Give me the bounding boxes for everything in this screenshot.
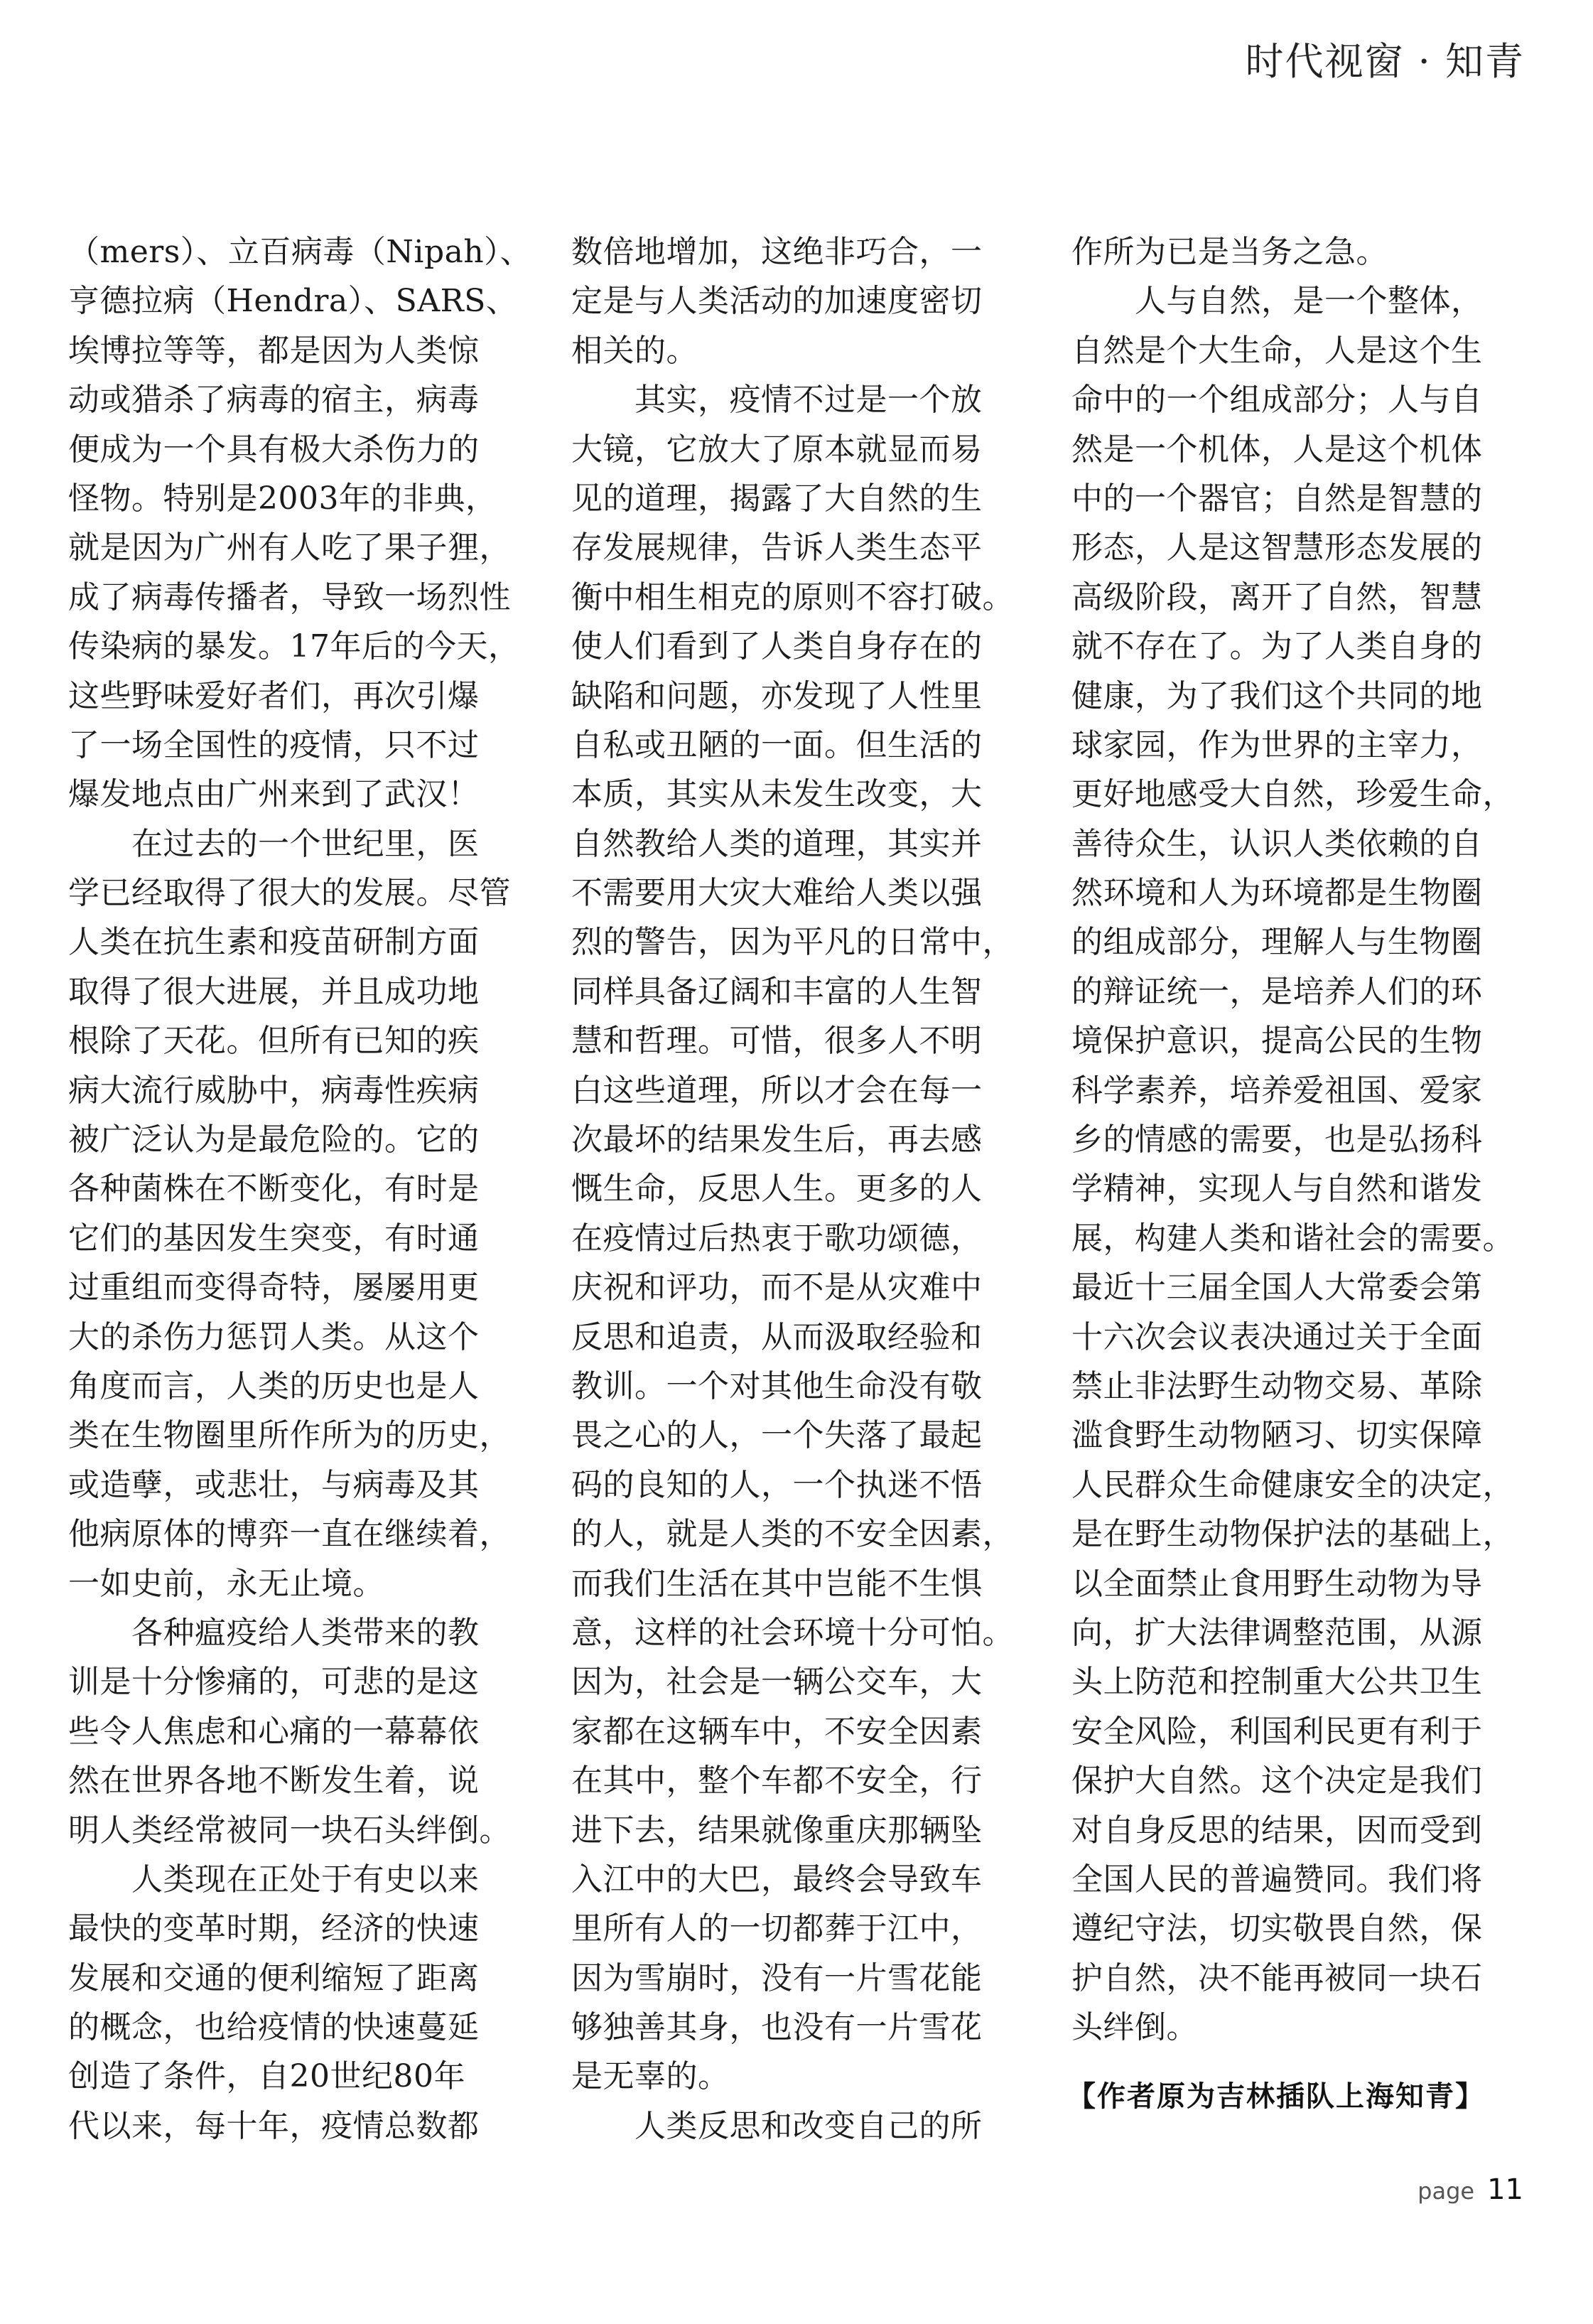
text-line: 高级阶段，离开了自然，智慧	[1071, 579, 1483, 615]
text-line: 自然教给人类的道理，其实并	[571, 825, 983, 862]
text-line: 本质，其实从未发生改变，大	[571, 776, 983, 813]
text-line: 在其中，整个车都不安全，行	[571, 1763, 983, 1800]
section-header: 时代视窗 · 知青	[1245, 39, 1525, 84]
text-line: 就不存在了。为了人类自身的	[1071, 628, 1483, 665]
text-line: 成了病毒传播者，导致一场烈性	[68, 579, 511, 615]
text-line: 里所有人的一切都葬于江中，	[571, 1910, 983, 1947]
text-line: 烈的警告，因为平凡的日常中，	[571, 924, 1014, 961]
text-line: 护自然，决不能再被同一块石	[1071, 1959, 1483, 1996]
text-line: 在过去的一个世纪里，医	[68, 825, 480, 862]
text-line: 慨生命，反思人生。更多的人	[571, 1171, 983, 1207]
text-line: 白这些道理，所以才会在每一	[571, 1072, 983, 1109]
text-line: 最近十三届全国人大常委会第	[1071, 1269, 1483, 1306]
text-line: 科学素养，培养爱祖国、爱家	[1071, 1072, 1483, 1109]
text-line: 取得了很大进展，并且成功地	[68, 973, 480, 1010]
text-line: 以全面禁止食用野生动物为导	[1071, 1565, 1483, 1602]
text-line: 病大流行威胁中，病毒性疾病	[68, 1072, 480, 1109]
text-line: 进下去，结果就像重庆那辆坠	[571, 1812, 983, 1849]
text-line: 大的杀伤力惩罚人类。从这个	[68, 1318, 480, 1355]
text-line: 然环境和人为环境都是生物圈	[1071, 875, 1483, 912]
text-line: 够独善其身，也没有一片雪花	[571, 2009, 983, 2046]
text-line: 慧和哲理。可惜，很多人不明	[571, 1023, 983, 1060]
article-column-1	[68, 227, 532, 2151]
text-line: 庆祝和评功，而不是从灾难中	[571, 1269, 983, 1306]
text-line: 意，这样的社会环境十分可怕。	[571, 1614, 1014, 1651]
text-line: 遵纪守法，切实敬畏自然，保	[1071, 1910, 1483, 1947]
text-line: 被广泛认为是最危险的。它的	[68, 1121, 480, 1158]
text-line: 根除了天花。但所有已知的疾	[68, 1023, 480, 1060]
page-number-value: 11	[1487, 2173, 1523, 2206]
text-line: 代以来，每十年，疫情总数都	[68, 2107, 480, 2144]
text-line: 全国人民的普遍赞同。我们将	[1071, 1861, 1483, 1898]
text-line: 大镜，它放大了原本就显而易	[571, 431, 983, 468]
text-line: 反思和追责，从而汲取经验和	[571, 1318, 983, 1355]
article-column-2	[571, 227, 1014, 2151]
text-line: 一如史前，永无止境。	[68, 1565, 384, 1602]
page-label: page	[1418, 2178, 1475, 2205]
text-line: 是无辜的。	[571, 2058, 730, 2095]
text-line: 使人们看到了人类自身存在的	[571, 628, 983, 665]
text-line: 自然是个大生命，人是这个生	[1071, 332, 1483, 369]
text-line: 教训。一个对其他生命没有敬	[571, 1367, 983, 1404]
text-line: 健康，为了我们这个共同的地	[1071, 677, 1483, 714]
text-line: 动或猎杀了病毒的宿主，病毒	[68, 382, 480, 419]
text-line: 形态，人是这智慧形态发展的	[1071, 529, 1483, 566]
text-line: 创造了条件，自20世纪80年	[68, 2058, 465, 2095]
text-line: 次最坏的结果发生后，再去感	[571, 1121, 983, 1158]
text-line: 埃博拉等等，都是因为人类惊	[68, 332, 480, 369]
text-line: 中的一个器官；自然是智慧的	[1071, 480, 1483, 517]
text-line: 怪物。特别是2003年的非典，	[68, 480, 497, 517]
text-line: 亨德拉病（Hendra）、SARS、	[68, 283, 518, 320]
text-line: 命中的一个组成部分；人与自	[1071, 382, 1483, 419]
text-line: 同样具备辽阔和丰富的人生智	[571, 973, 983, 1010]
text-line: 禁止非法野生动物交易、革除	[1071, 1367, 1483, 1404]
text-line: 然在世界各地不断发生着，说	[68, 1763, 480, 1800]
text-line: 爆发地点由广州来到了武汉！	[68, 776, 480, 813]
text-line: 人与自然，是一个整体，	[1071, 283, 1483, 320]
text-line: 而我们生活在其中岂能不生惧	[571, 1565, 983, 1602]
text-line: 头上防范和控制重大公共卫生	[1071, 1664, 1483, 1701]
page-number	[1418, 2173, 1523, 2206]
text-line: 然是一个机体，人是这个机体	[1071, 431, 1483, 468]
text-line: 自私或丑陋的一面。但生活的	[571, 726, 983, 763]
text-line: 这些野味爱好者们，再次引爆	[68, 677, 480, 714]
text-line: 传染病的暴发。17年后的今天，	[68, 628, 520, 665]
text-line: 相关的。	[571, 332, 698, 369]
text-line: 就是因为广州有人吃了果子狸，	[68, 529, 511, 566]
text-line: 滥食野生动物陋习、切实保障	[1071, 1417, 1483, 1454]
text-line: 乡的情感的需要，也是弘扬科	[1071, 1121, 1483, 1158]
text-line: 十六次会议表决通过关于全面	[1071, 1318, 1483, 1355]
text-line: 作所为已是当务之急。	[1071, 234, 1388, 270]
text-line: 球家园，作为世界的主宰力，	[1071, 726, 1483, 763]
text-line: 衡中相生相克的原则不容打破。	[571, 579, 1014, 615]
text-line: 保护大自然。这个决定是我们	[1071, 1763, 1483, 1800]
text-line: 定是与人类活动的加速度密切	[571, 283, 983, 320]
text-line: 对自身反思的结果，因而受到	[1071, 1812, 1483, 1849]
text-line: 发展和交通的便利缩短了距离	[68, 1959, 480, 1996]
text-line: 些令人焦虑和心痛的一幕幕依	[68, 1713, 480, 1750]
text-line: 类在生物圈里所作所为的历史，	[68, 1417, 511, 1454]
text-line: 的组成部分，理解人与生物圈	[1071, 924, 1483, 961]
text-line: 头绊倒。	[1071, 2009, 1198, 2046]
text-line: 它们的基因发生突变，有时通	[68, 1220, 480, 1257]
text-line: 因为雪崩时，没有一片雪花能	[571, 1959, 983, 1996]
text-line: 安全风险，利国利民更有利于	[1071, 1713, 1483, 1750]
text-line: 学精神，实现人与自然和谐发	[1071, 1171, 1483, 1207]
text-line: 或造孽，或悲壮，与病毒及其	[68, 1466, 480, 1503]
text-line: 了一场全国性的疫情，只不过	[68, 726, 480, 763]
text-line: 在疫情过后热衷于歌功颂德，	[571, 1220, 983, 1257]
text-line: 家都在这辆车中，不安全因素	[571, 1713, 983, 1750]
text-line: 畏之心的人，一个失落了最起	[571, 1417, 983, 1454]
article-column-3	[1071, 227, 1514, 2052]
text-line: 是在野生动物保护法的基础上，	[1071, 1516, 1514, 1553]
text-line: 其实，疫情不过是一个放	[571, 382, 983, 419]
text-line: 向，扩大法律调整范围，从源	[1071, 1614, 1483, 1651]
text-line: 角度而言，人类的历史也是人	[68, 1367, 480, 1404]
text-line: 的概念，也给疫情的快速蔓延	[68, 2009, 480, 2046]
author-credit: 【作者原为吉林插队上海知青】	[1067, 2080, 1485, 2113]
text-line: 训是十分惨痛的，可悲的是这	[68, 1664, 480, 1701]
text-line: 人类反思和改变自己的所	[571, 2107, 983, 2144]
text-line: 人类在抗生素和疫苗研制方面	[68, 924, 480, 961]
text-line: 入江中的大巴，最终会导致车	[571, 1861, 983, 1898]
text-line: 人民群众生命健康安全的决定，	[1071, 1466, 1514, 1503]
text-line: 的人，就是人类的不安全因素，	[571, 1516, 1014, 1553]
text-line: 明人类经常被同一块石头绊倒。	[68, 1812, 511, 1849]
text-line: 学已经取得了很大的发展。尽管	[68, 875, 511, 912]
text-line: 最快的变革时期，经济的快速	[68, 1910, 480, 1947]
text-line: 过重组而变得奇特，屡屡用更	[68, 1269, 480, 1306]
text-line: 各种瘟疫给人类带来的教	[68, 1614, 480, 1651]
text-line: 他病原体的博弈一直在继续着，	[68, 1516, 511, 1553]
text-line: 因为，社会是一辆公交车，大	[571, 1664, 983, 1701]
text-line: 境保护意识，提高公民的生物	[1071, 1023, 1483, 1060]
text-line: 更好地感受大自然，珍爱生命，	[1071, 776, 1514, 813]
text-line: 展，构建人类和谐社会的需要。	[1071, 1220, 1514, 1257]
text-line: 见的道理，揭露了大自然的生	[571, 480, 983, 517]
text-line: 缺陷和问题，亦发现了人性里	[571, 677, 983, 714]
text-line: 各种菌株在不断变化，有时是	[68, 1171, 480, 1207]
text-line: 便成为一个具有极大杀伤力的	[68, 431, 480, 468]
text-line: （mers）、立百病毒（Nipah）、	[68, 234, 532, 270]
text-line: 的辩证统一，是培养人们的环	[1071, 973, 1483, 1010]
text-line: 人类现在正处于有史以来	[68, 1861, 480, 1898]
text-line: 存发展规律，告诉人类生态平	[571, 529, 983, 566]
text-line: 善待众生，认识人类依赖的自	[1071, 825, 1483, 862]
text-line: 数倍地增加，这绝非巧合，一	[571, 234, 983, 270]
text-line: 不需要用大灾大难给人类以强	[571, 875, 983, 912]
text-line: 码的良知的人，一个执迷不悟	[571, 1466, 983, 1503]
